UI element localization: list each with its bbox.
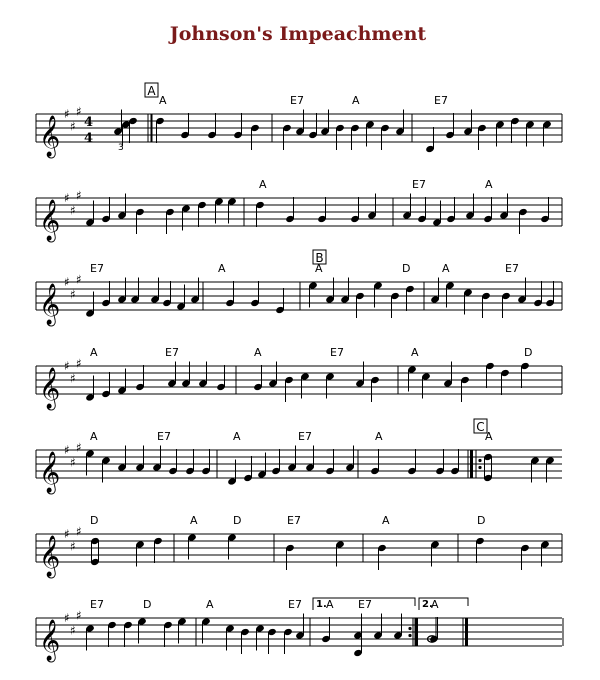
- key-signature-sharp-icon: ♯: [76, 608, 82, 623]
- start-repeat-thick-bar: [470, 450, 473, 478]
- key-signature-sharp-icon: ♯: [70, 455, 76, 470]
- key-signature-sharp-icon: ♯: [76, 356, 82, 371]
- chord-symbol: D: [402, 262, 411, 275]
- chord-symbol: A: [190, 514, 198, 527]
- rehearsal-mark-b: [313, 250, 326, 265]
- chord-symbol: A: [259, 178, 267, 191]
- first-ending-label: 1.: [316, 599, 327, 610]
- key-signature-sharp-icon: ♯: [70, 539, 76, 554]
- key-signature-sharp-icon: ♯: [76, 188, 82, 203]
- chord-symbol: E7: [434, 94, 448, 107]
- chord-symbol: D: [143, 598, 152, 611]
- chord-symbol: A: [90, 430, 98, 443]
- key-signature-sharp-icon: ♯: [70, 371, 76, 386]
- chord-symbol: A: [382, 514, 390, 527]
- staff-system-5: [36, 430, 562, 494]
- chord-symbol: E7: [90, 262, 104, 275]
- chord-symbol: D: [477, 514, 486, 527]
- repeat-dot: [478, 466, 481, 469]
- key-signature-sharp-icon: ♯: [76, 524, 82, 539]
- chord-symbol: A: [254, 346, 262, 359]
- key-signature-sharp-icon: ♯: [64, 191, 70, 205]
- rehearsal-label-b: B: [315, 251, 324, 265]
- key-signature-sharp-icon: ♯: [76, 440, 82, 455]
- key-signature-sharp-icon: ♯: [64, 611, 70, 625]
- chord-symbol: A: [218, 262, 226, 275]
- key-signature-sharp-icon: ♯: [64, 443, 70, 457]
- second-ending-label: 2.: [422, 599, 433, 610]
- key-signature-sharp-icon: ♯: [76, 104, 82, 119]
- triplet-marking: 3: [118, 143, 124, 153]
- chord-symbol: A: [375, 430, 383, 443]
- key-signature-sharp-icon: ♯: [70, 203, 76, 218]
- chord-symbol: A: [485, 178, 493, 191]
- chord-symbol: A: [206, 598, 214, 611]
- chord-symbol: E7: [505, 262, 519, 275]
- chord-symbol: E7: [165, 346, 179, 359]
- chord-symbol: E7: [290, 94, 304, 107]
- staff-system-1: [36, 94, 562, 158]
- time-signature-denominator: 4: [84, 131, 94, 146]
- staff-system-7: [36, 598, 563, 662]
- chord-symbol: E7: [157, 430, 171, 443]
- key-signature-sharp-icon: ♯: [70, 119, 76, 134]
- chord-symbol: A: [411, 346, 419, 359]
- rehearsal-mark-a: [145, 83, 158, 98]
- chord-symbol: E7: [330, 346, 344, 359]
- chord-symbol: A: [315, 262, 323, 275]
- treble-clef-icon: 𝄞: [39, 452, 61, 493]
- end-repeat-thick-bar: [415, 618, 418, 646]
- chord-symbol: D: [90, 514, 99, 527]
- repeat-dot: [478, 459, 481, 462]
- chord-symbol: A: [485, 430, 493, 443]
- chord-symbol: A: [326, 598, 334, 611]
- chord-symbol: E7: [287, 514, 301, 527]
- chord-symbol: A: [431, 598, 439, 611]
- treble-clef-icon: 𝄞: [39, 368, 61, 409]
- key-signature-sharp-icon: ♯: [64, 527, 70, 541]
- staff-system-3: [36, 262, 562, 326]
- treble-clef-icon: 𝄞: [39, 116, 61, 157]
- key-signature-sharp-icon: ♯: [64, 107, 70, 121]
- chord-symbol: E7: [90, 598, 104, 611]
- key-signature-sharp-icon: ♯: [64, 275, 70, 289]
- chord-symbol: A: [442, 262, 450, 275]
- staff-system-2: [36, 178, 562, 242]
- treble-clef-icon: 𝄞: [39, 200, 61, 241]
- staff-system-6: [36, 514, 562, 578]
- key-signature-sharp-icon: ♯: [70, 287, 76, 302]
- treble-clef-icon: 𝄞: [39, 284, 61, 325]
- chord-symbol: D: [524, 346, 533, 359]
- chord-symbol: A: [233, 430, 241, 443]
- chord-symbol: A: [352, 94, 360, 107]
- chord-symbol: E7: [358, 598, 372, 611]
- repeat-dot: [408, 634, 411, 637]
- key-signature-sharp-icon: ♯: [64, 359, 70, 373]
- chord-symbol: E7: [298, 430, 312, 443]
- staff-systems: [36, 94, 563, 662]
- time-signature-numerator: 4: [84, 115, 94, 130]
- second-ending: [419, 598, 468, 610]
- tune-title: Johnson's Impeachment: [169, 23, 427, 45]
- chord-symbol: A: [159, 94, 167, 107]
- key-signature-sharp-icon: ♯: [76, 272, 82, 287]
- key-signature-sharp-icon: ♯: [70, 623, 76, 638]
- chord-symbol: A: [90, 346, 98, 359]
- chord-symbol: E7: [412, 178, 426, 191]
- rehearsal-label-a: A: [147, 84, 156, 98]
- chord-symbol: D: [233, 514, 242, 527]
- staff-system-4: [36, 346, 562, 410]
- final-thick-bar: [465, 618, 468, 646]
- chord-symbol: E7: [288, 598, 302, 611]
- treble-clef-icon: 𝄞: [39, 536, 61, 577]
- treble-clef-icon: 𝄞: [39, 620, 61, 661]
- rehearsal-label-c: C: [476, 420, 485, 434]
- repeat-dot: [408, 627, 411, 630]
